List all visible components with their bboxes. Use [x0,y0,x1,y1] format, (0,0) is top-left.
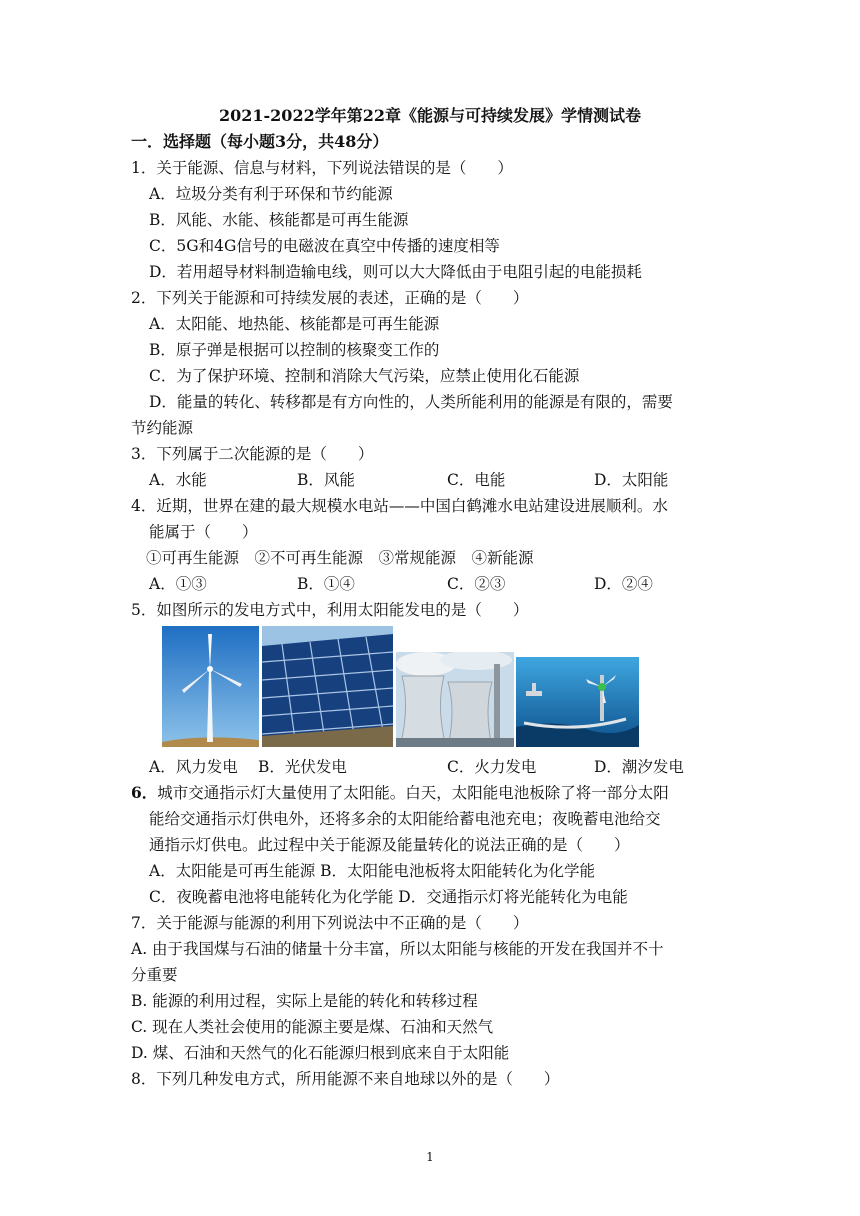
tidal-turbine-image [516,657,639,747]
question-2-option-d: D．能量的转化、转移都是有方向性的，人类所能利用的能源是有限的，需要 [149,393,673,411]
question-6-number: 6． [131,783,158,802]
question-5-stem: 5．如图所示的发电方式中，利用太阳能发电的是（ ） [131,601,529,619]
power-plant-cooling-towers-image [396,652,514,747]
question-7-option-c: C. 现在人类社会使用的能源主要是煤、石油和天然气 [131,1018,494,1036]
question-1-option-c: C．5G和4G信号的电磁波在真空中传播的速度相等 [149,237,500,255]
question-6-options-cd: C．夜晚蓄电池将电能转化为化学能 D．交通指示灯将光能转化为电能 [149,888,628,906]
question-1-option-a: A．垃圾分类有利于环保和节约能源 [149,185,393,203]
question-8-stem: 8．下列几种发电方式，所用能源不来自地球以外的是（ ） [131,1070,560,1088]
question-6-stem-text: 城市交通指示灯大量使用了太阳能。白天，太阳能电池板除了将一部分太阳 [157,784,669,802]
question-4-option-c: C．②③ [447,575,506,593]
question-3-stem: 3．下列属于二次能源的是（ ） [131,445,374,463]
solar-panels-image [262,626,393,747]
question-6-stem-line-3: 通指示灯供电。此过程中关于能源及能量转化的说法正确的是（ ） [149,836,630,854]
exam-title: 2021-2022学年第22章《能源与可持续发展》学情测试卷 [219,106,641,125]
question-6-stem-line-2: 能给交通指示灯供电外，还将多余的太阳能给蓄电池充电；夜晚蓄电池给交 [149,810,661,828]
page-number: 1 [426,1150,434,1164]
question-7-option-a: A. 由于我国煤与石油的储量十分丰富，所以太阳能与核能的开发在我国并不十 [131,940,664,958]
question-5-option-a: A．风力发电 [149,758,238,776]
section-heading: 一．选择题（每小题3分，共48分） [131,132,389,151]
question-3-option-b: B．风能 [297,471,355,489]
question-2-stem: 2．下列关于能源和可持续发展的表述，正确的是（ ） [131,289,529,307]
question-4-stem-continued: 能属于（ ） [149,523,258,541]
question-7-option-b: B. 能源的利用过程，实际上是能的转化和转移过程 [131,992,478,1010]
question-2-option-a: A．太阳能、地热能、核能都是可再生能源 [149,315,440,333]
question-7-option-d: D. 煤、石油和天然气的化石能源归根到底来自于太阳能 [131,1044,510,1062]
question-4-option-d: D．②④ [594,575,653,593]
question-4-option-a: A．①③ [149,575,207,593]
question-1-option-b: B．风能、水能、核能都是可再生能源 [149,211,409,229]
question-5-option-c: C．火力发电 [447,758,537,776]
question-6-options-ab: A．太阳能是可再生能源 B．太阳能电池板将太阳能转化为化学能 [149,862,596,880]
question-4-stem: 4．近期，世界在建的最大规模水电站——中国白鹤滩水电站建设进展顺利。水 [131,497,668,515]
question-1-stem: 1．关于能源、信息与材料，下列说法错误的是（ ） [131,159,513,177]
question-7-option-a-continued: 分重要 [131,966,178,984]
wind-turbine-image [162,626,259,747]
question-7-stem: 7．关于能源与能源的利用下列说法中不正确的是（ ） [131,914,529,932]
question-3-option-c: C．电能 [447,471,506,489]
question-2-option-d-continued: 节约能源 [131,419,194,437]
question-3-option-d: D．太阳能 [594,471,669,489]
question-1-option-d: D．若用超导材料制造输电线，则可以大大降低由于电阻引起的电能损耗 [149,263,642,281]
question-2-option-b: B．原子弹是根据可以控制的核聚变工作的 [149,341,440,359]
question-5-option-d: D．潮汐发电 [594,758,684,776]
question-2-option-c: C．为了保护环境、控制和消除大气污染，应禁止使用化石能源 [149,367,580,385]
question-3-option-a: A．水能 [149,471,207,489]
question-6-stem [131,782,669,804]
question-5-option-b: B．光伏发电 [258,758,347,776]
question-4-items: ①可再生能源 ②不可再生能源 ③常规能源 ④新能源 [146,549,534,567]
question-4-option-b: B．①④ [297,575,355,593]
